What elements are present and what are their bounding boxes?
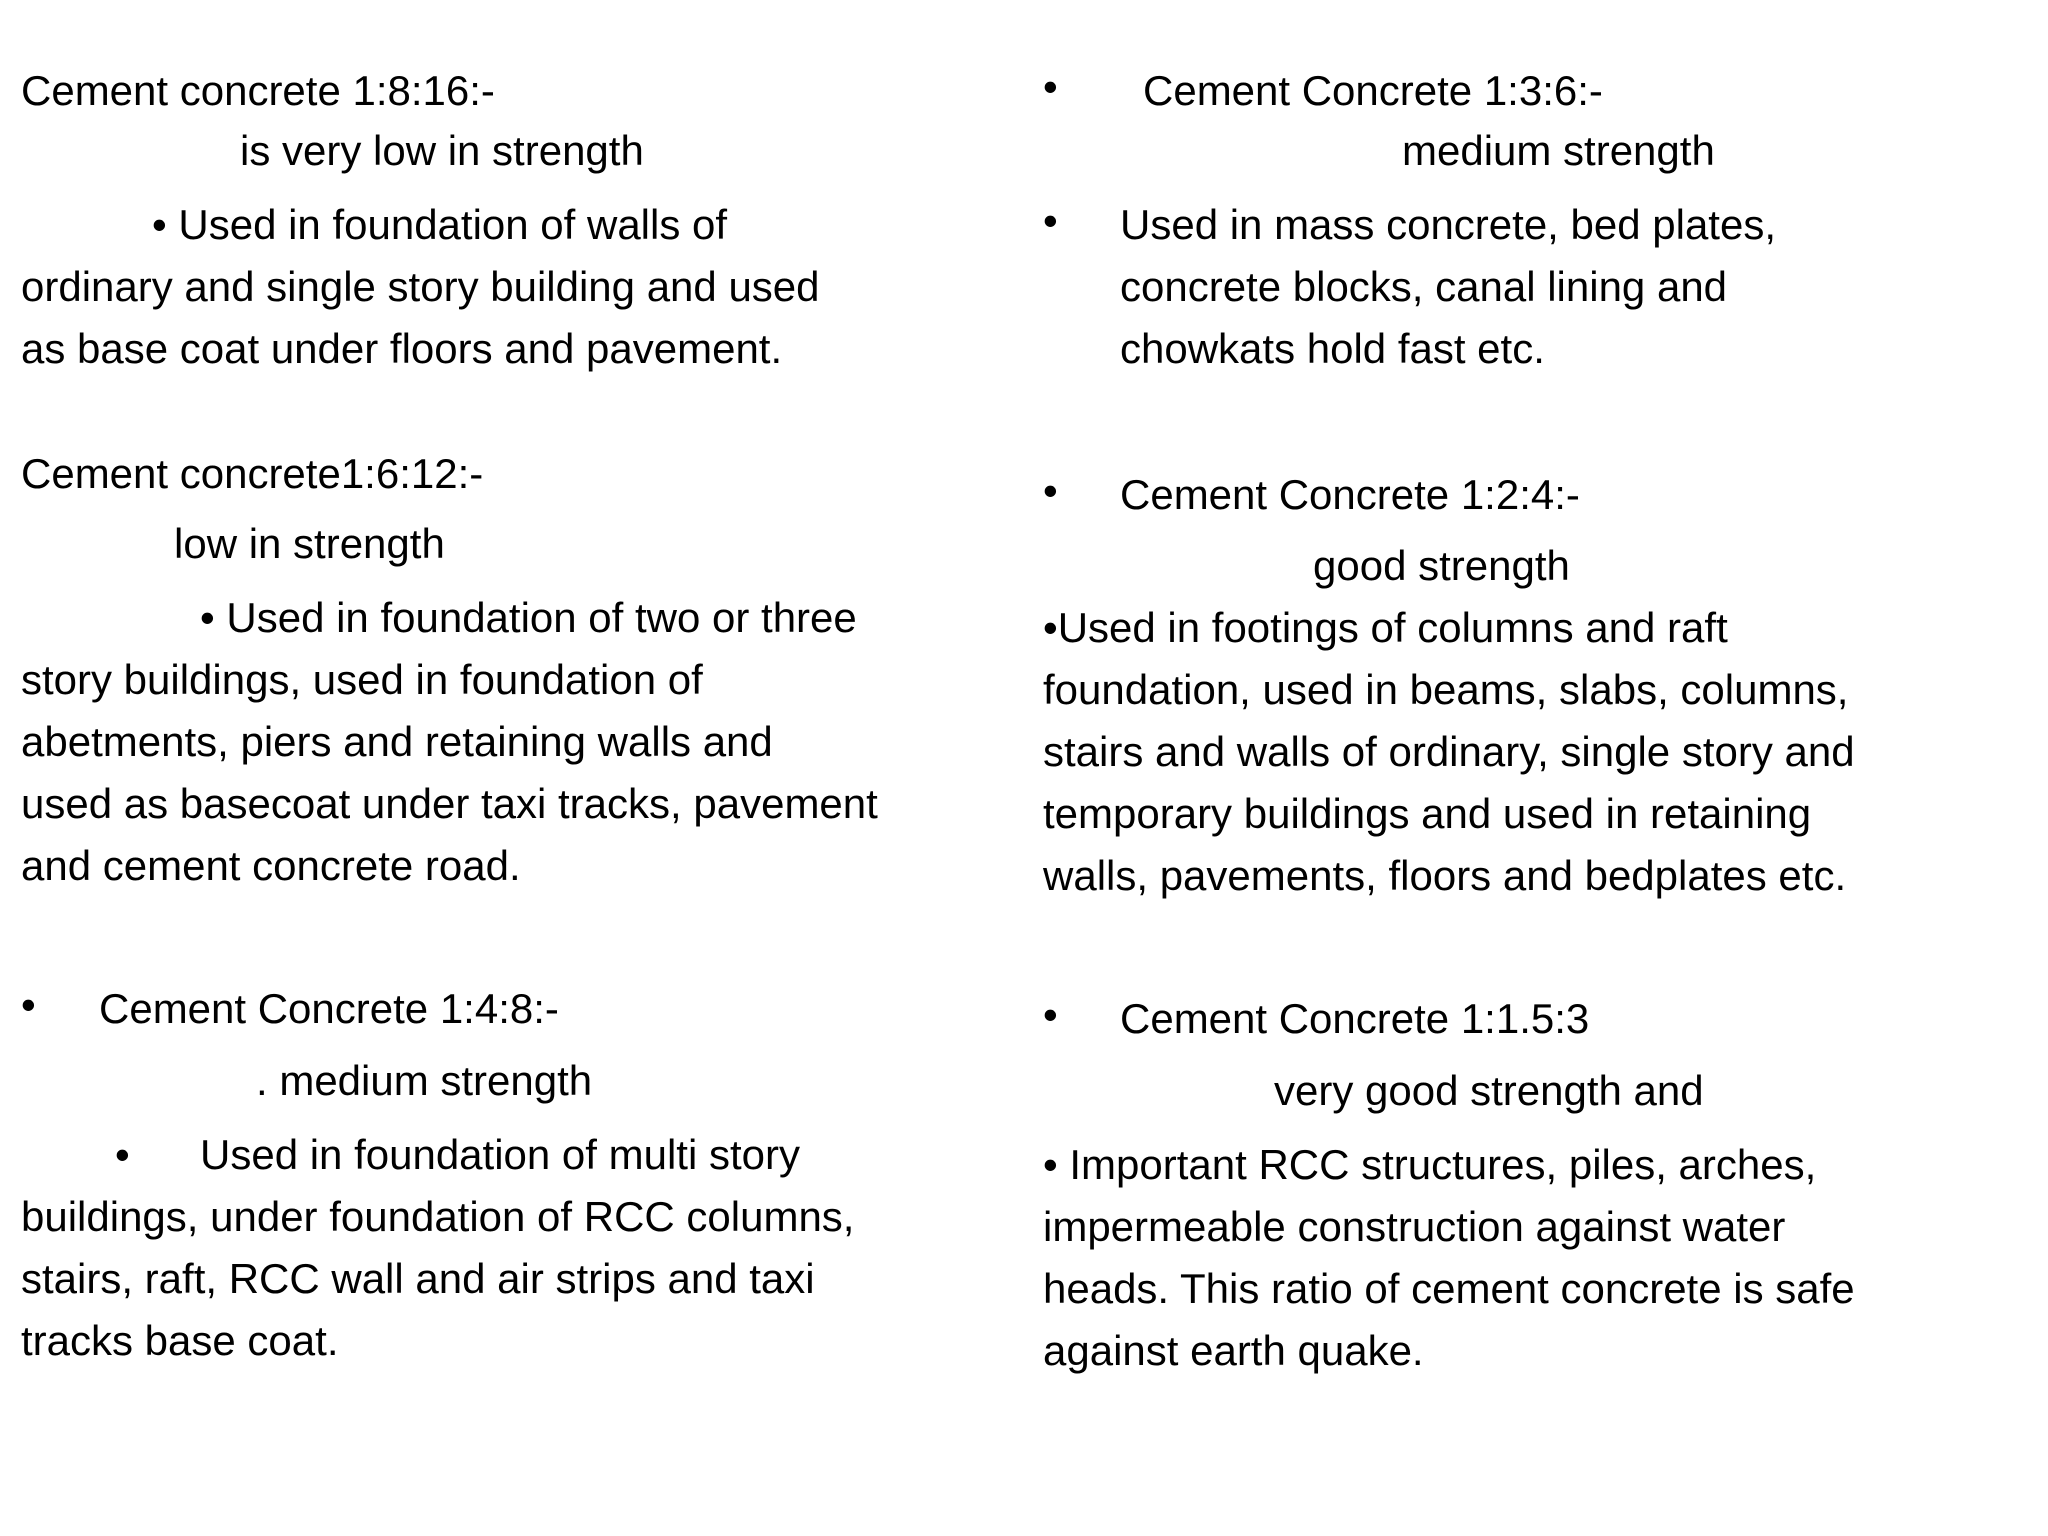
list-bullet: • (1043, 63, 1058, 110)
list-bullet: • (1043, 467, 1058, 514)
list-bullet: • (21, 981, 36, 1028)
mix-strength: good strength (1313, 542, 1570, 589)
mix-use-line: as base coat under floors and pavement. (21, 325, 783, 372)
mix-strength: is very low in strength (240, 127, 644, 174)
mix-use-line: • Used in foundation of walls of (152, 201, 728, 248)
mix-use-line: against earth quake. (1043, 1327, 1424, 1374)
mix-strength: medium strength (1402, 127, 1715, 174)
mix-title: Cement Concrete 1:3:6:- (1143, 67, 1603, 114)
mix-strength: very good strength and (1274, 1067, 1704, 1114)
mix-use-line: story buildings, used in foundation of (21, 656, 703, 703)
mix-title: Cement Concrete 1:1.5:3 (1120, 995, 1590, 1042)
mix-use-line: impermeable construction against water (1043, 1203, 1786, 1250)
mix-use-line: temporary buildings and used in retaining (1043, 790, 1812, 837)
list-bullet: • (1043, 991, 1058, 1038)
mix-use-line: used as basecoat under taxi tracks, pavement (21, 780, 878, 827)
mix-title: Cement Concrete 1:2:4:- (1120, 471, 1580, 518)
mix-use-line: stairs, raft, RCC wall and air strips and taxi (21, 1255, 815, 1302)
mix-title: Cement concrete 1:8:16:- (21, 67, 495, 114)
mix-use-line: •Used in footings of columns and raft (1043, 604, 1728, 651)
mix-use-line: abetments, piers and retaining walls and (21, 718, 773, 765)
mix-use-line: walls, pavements, floors and bedplates etc. (1043, 852, 1847, 899)
mix-use-line: chowkats hold fast etc. (1120, 325, 1545, 372)
mix-strength: low in strength (174, 520, 445, 567)
mix-use-line: • Important RCC structures, piles, arches, (1043, 1141, 1817, 1188)
mix-use-line: heads. This ratio of cement concrete is safe (1043, 1265, 1855, 1312)
mix-title: Cement Concrete 1:4:8:- (99, 985, 559, 1032)
mix-use-line: ordinary and single story building and used (21, 263, 820, 310)
list-bullet: • (1043, 197, 1058, 244)
mix-use-line: concrete blocks, canal lining and (1120, 263, 1728, 310)
mix-use-line: buildings, under foundation of RCC columns, (21, 1193, 855, 1240)
mix-use-line: and cement concrete road. (21, 842, 521, 889)
mix-title: Cement concrete1:6:12:- (21, 450, 484, 497)
list-bullet: • (115, 1131, 130, 1178)
mix-use-line: Used in foundation of multi story (200, 1131, 800, 1178)
mix-use-line: • Used in foundation of two or three (200, 594, 857, 641)
mix-use-line: foundation, used in beams, slabs, columns, (1043, 666, 1849, 713)
mix-use-line: stairs and walls of ordinary, single story and (1043, 728, 1855, 775)
mix-strength: . medium strength (256, 1057, 593, 1104)
mix-use-line: tracks base coat. (21, 1317, 339, 1364)
mix-use-line: Used in mass concrete, bed plates, (1120, 201, 1777, 248)
